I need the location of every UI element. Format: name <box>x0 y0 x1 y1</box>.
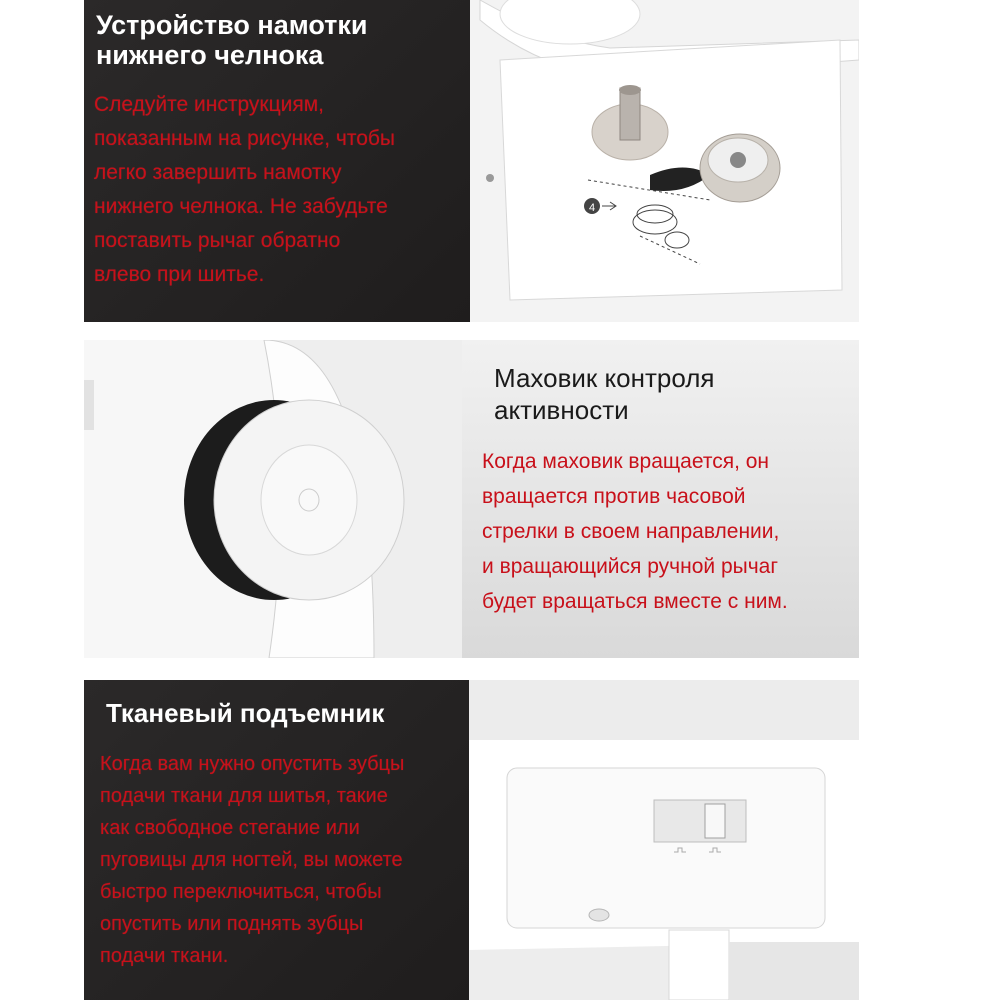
title-line: Маховик контроля <box>494 363 715 393</box>
body-line: показанным на рисунке, чтобы <box>94 127 396 150</box>
title-line: нижнего челнока <box>96 40 324 70</box>
body-line: поставить рычаг обратно <box>94 229 341 252</box>
bobbin-winder-text-block <box>84 0 470 322</box>
bobbin-winder-illustration <box>470 0 859 322</box>
handwheel-panel <box>84 340 859 658</box>
bobbin-winder-photo <box>470 0 859 322</box>
feed-dog-title <box>106 698 384 728</box>
feed-dog-panel <box>84 680 859 1000</box>
title-line: Устройство намотки <box>96 10 368 40</box>
feed-dog-text-block <box>84 680 469 1000</box>
body-line: будет вращаться вместе с ним. <box>482 590 788 613</box>
handwheel-photo <box>84 340 479 658</box>
body-line: опустить или поднять зубцы <box>100 913 364 935</box>
body-line: вращается против часовой <box>482 485 746 508</box>
body-line: Следуйте инструкциям, <box>94 93 324 116</box>
body-line: подачи ткани. <box>100 945 229 967</box>
title-line: Тканевый подъемник <box>106 698 385 728</box>
body-line: влево при шитье. <box>94 263 265 286</box>
bobbin-winder-title <box>96 10 368 70</box>
body-line: пуговицы для ногтей, вы можете <box>100 849 403 871</box>
title-line: активности <box>494 395 629 425</box>
body-line: Когда вам нужно опустить зубцы <box>100 753 405 775</box>
body-line: Когда маховик вращается, он <box>482 450 770 473</box>
handwheel-text-block <box>462 340 859 658</box>
body-line: и вращающийся ручной рычаг <box>482 555 779 578</box>
body-line: быстро переключиться, чтобы <box>100 881 382 903</box>
feed-dog-illustration <box>469 680 859 1000</box>
body-line: подачи ткани для шитья, такие <box>100 785 388 807</box>
body-line: стрелки в своем направлении, <box>482 520 780 543</box>
bobbin-winder-panel <box>84 0 859 322</box>
body-line: нижнего челнока. Не забудьте <box>94 195 388 218</box>
handwheel-description <box>482 444 788 619</box>
handwheel-title <box>494 362 715 426</box>
feed-dog-description <box>100 748 404 972</box>
body-line: как свободное стегание или <box>100 817 360 839</box>
step-number-label: 4 <box>588 202 596 214</box>
feed-dog-photo <box>469 680 859 1000</box>
body-line: легко завершить намотку <box>94 161 342 184</box>
bobbin-winder-description <box>94 88 395 292</box>
handwheel-illustration <box>84 340 479 658</box>
